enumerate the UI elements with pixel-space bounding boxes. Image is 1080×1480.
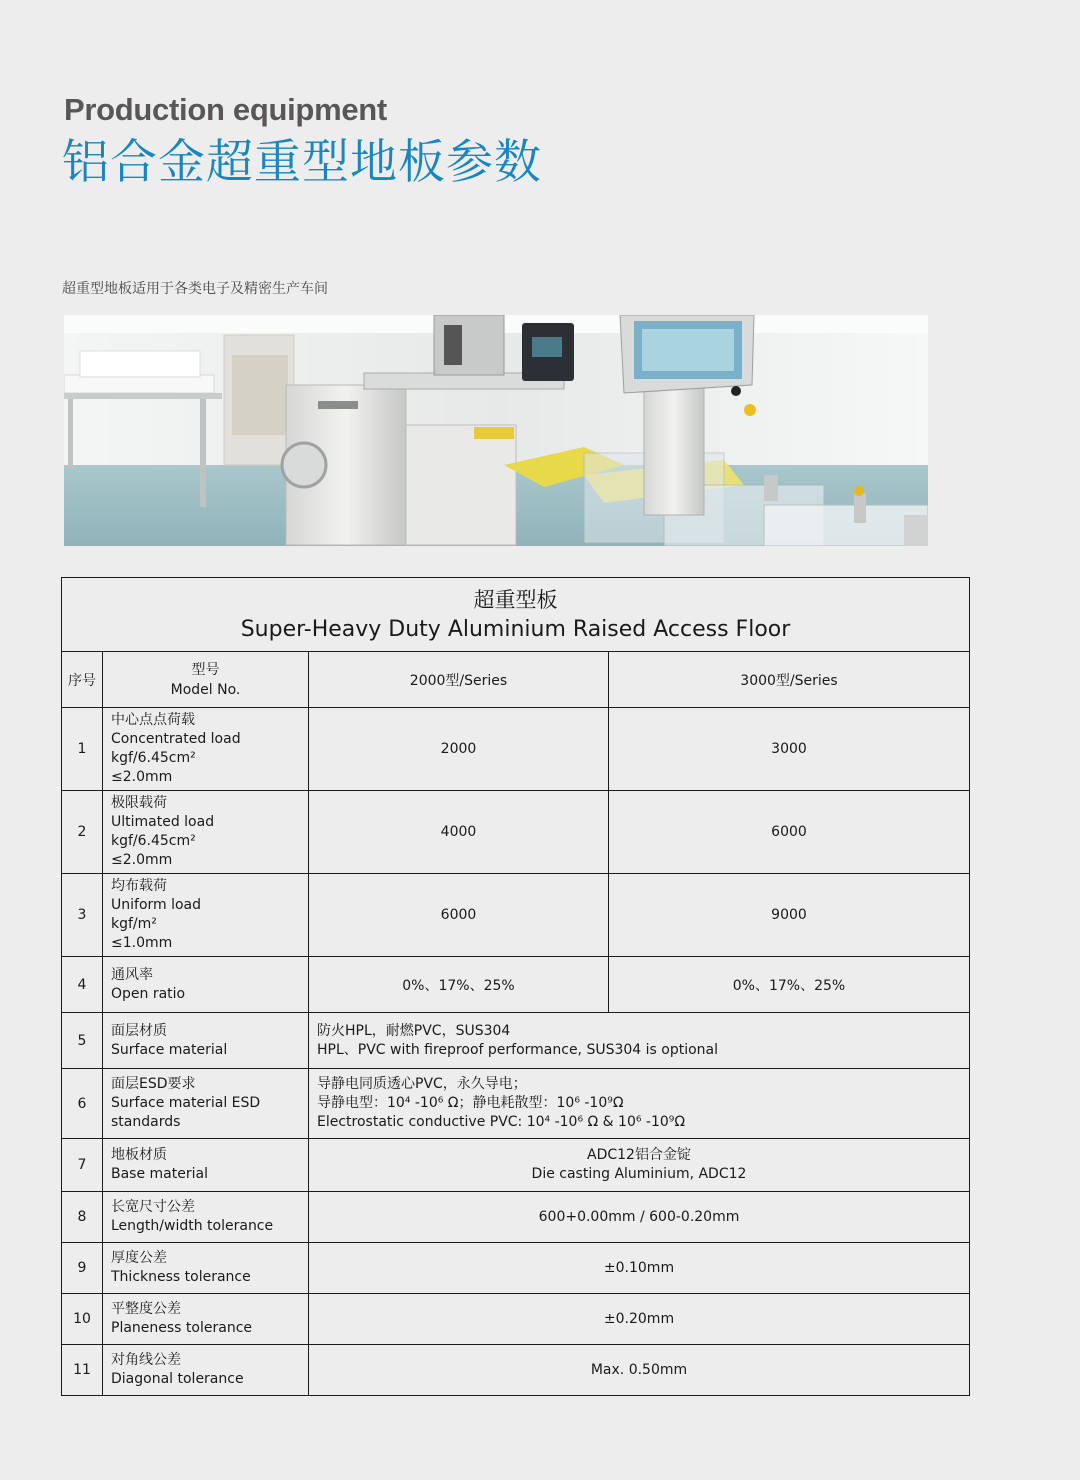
col-header-model-en: Model No. bbox=[170, 681, 241, 698]
row-name bbox=[103, 1013, 309, 1069]
row-name bbox=[103, 1243, 309, 1294]
row-name-cn: 中心点点荷载 bbox=[111, 712, 195, 728]
row-name bbox=[103, 1069, 309, 1139]
row-value-2000: 4000 bbox=[309, 791, 609, 874]
row-no: 3 bbox=[62, 874, 103, 957]
row-name-cond: ≤1.0mm bbox=[111, 935, 173, 951]
row-name-en: Length/width tolerance bbox=[111, 1218, 274, 1234]
row-no: 8 bbox=[62, 1192, 103, 1243]
row-name bbox=[103, 791, 309, 874]
table-row bbox=[62, 1192, 970, 1243]
row-no: 5 bbox=[62, 1013, 103, 1069]
row-name bbox=[103, 1192, 309, 1243]
row-value-text: ±0.10mm bbox=[309, 1243, 970, 1294]
row-value-text: Max. 0.50mm bbox=[309, 1345, 970, 1396]
col-header-2000: 2000型/Series bbox=[309, 652, 609, 708]
row-text-line: ADC12铝合金锭 bbox=[587, 1147, 691, 1163]
row-text-line: 导静电同质透心PVC，永久导电； bbox=[317, 1076, 527, 1092]
row-name-en: Diagonal tolerance bbox=[111, 1371, 244, 1387]
row-value-2000: 2000 bbox=[309, 708, 609, 791]
row-value-text bbox=[309, 1013, 970, 1069]
row-value-3000: 3000 bbox=[609, 708, 970, 791]
table-row bbox=[62, 1294, 970, 1345]
row-no: 7 bbox=[62, 1139, 103, 1192]
row-name bbox=[103, 708, 309, 791]
row-name-en: Concentrated load bbox=[111, 731, 241, 747]
row-text-line: 导静电型：10⁴ -10⁶ Ω；静电耗散型：10⁶ -10⁹Ω bbox=[317, 1095, 624, 1111]
row-value-text: 600+0.00mm / 600-0.20mm bbox=[309, 1192, 970, 1243]
table-row bbox=[62, 1139, 970, 1192]
table-title bbox=[62, 578, 970, 652]
row-no: 6 bbox=[62, 1069, 103, 1139]
table-row bbox=[62, 957, 970, 1013]
row-value-3000: 9000 bbox=[609, 874, 970, 957]
row-text-line: HPL、PVC with fireproof performance, SUS304 is optional bbox=[317, 1041, 719, 1058]
row-name-cn: 平整度公差 bbox=[111, 1301, 181, 1317]
row-name-cn: 面层材质 bbox=[111, 1022, 167, 1039]
table-row bbox=[62, 1069, 970, 1139]
row-no: 9 bbox=[62, 1243, 103, 1294]
col-header-model-cn: 型号 bbox=[191, 661, 220, 678]
row-name-en: Thickness tolerance bbox=[111, 1269, 251, 1285]
table-row bbox=[62, 1345, 970, 1396]
table-title-en: Super-Heavy Duty Aluminium Raised Access Floor bbox=[240, 616, 791, 642]
row-value-text: ±0.20mm bbox=[309, 1294, 970, 1345]
row-no: 4 bbox=[62, 957, 103, 1013]
table-row bbox=[62, 1013, 970, 1069]
page-title-en: Production equipment bbox=[64, 92, 387, 127]
row-text-line: Die casting Aluminium, ADC12 bbox=[531, 1166, 747, 1182]
row-name-unit: kgf/m² bbox=[111, 916, 157, 932]
row-value-text bbox=[309, 1069, 970, 1139]
row-name bbox=[103, 957, 309, 1013]
table-row bbox=[62, 1243, 970, 1294]
row-text-line: 防火HPL，耐燃PVC，SUS304 bbox=[317, 1022, 511, 1039]
row-name-unit: kgf/6.45cm² bbox=[111, 833, 196, 849]
table-row bbox=[62, 708, 970, 791]
row-name-en: Base material bbox=[111, 1166, 208, 1182]
row-name-cn: 极限载荷 bbox=[111, 795, 167, 811]
col-header-3000: 3000型/Series bbox=[609, 652, 970, 708]
intro-text: 超重型地板适用于各类电子及精密生产车间 bbox=[62, 281, 328, 297]
row-name-en: Surface material bbox=[111, 1041, 228, 1058]
row-name-cn: 均布载荷 bbox=[111, 878, 167, 894]
row-name-cn: 通风率 bbox=[111, 966, 153, 983]
row-name-en: Uniform load bbox=[111, 897, 202, 913]
table-row bbox=[62, 874, 970, 957]
page-title-cn: 铝合金超重型地板参数 bbox=[62, 135, 542, 190]
row-name-en: Planeness tolerance bbox=[111, 1320, 252, 1336]
row-name-cn: 长宽尺寸公差 bbox=[111, 1199, 195, 1215]
table-row bbox=[62, 791, 970, 874]
row-no: 10 bbox=[62, 1294, 103, 1345]
table-title-cn: 超重型板 bbox=[473, 587, 558, 612]
row-name-en: Ultimated load bbox=[111, 814, 215, 830]
row-name bbox=[103, 1345, 309, 1396]
row-value-3000: 6000 bbox=[609, 791, 970, 874]
row-name-unit: kgf/6.45cm² bbox=[111, 750, 196, 766]
row-text-line: Electrostatic conductive PVC: 10⁴ -10⁶ Ω & 10⁶ -10⁹Ω bbox=[317, 1114, 686, 1130]
col-header-model bbox=[103, 652, 309, 708]
row-value-text bbox=[309, 1139, 970, 1192]
row-no: 11 bbox=[62, 1345, 103, 1396]
factory-production-line-photo bbox=[64, 315, 928, 546]
row-name-cn: 厚度公差 bbox=[111, 1250, 167, 1266]
spec-table bbox=[61, 577, 970, 1396]
row-name-cond: ≤2.0mm bbox=[111, 769, 173, 785]
row-value-3000: 0%、17%、25% bbox=[609, 957, 970, 1013]
row-name-en-2: standards bbox=[111, 1114, 181, 1130]
row-no: 1 bbox=[62, 708, 103, 791]
row-no: 2 bbox=[62, 791, 103, 874]
row-name-en: Surface material ESD bbox=[111, 1095, 261, 1111]
row-name-en: Open ratio bbox=[111, 985, 186, 1002]
row-name-cn: 面层ESD要求 bbox=[111, 1076, 196, 1092]
col-header-no: 序号 bbox=[62, 652, 103, 708]
row-name bbox=[103, 1294, 309, 1345]
row-name bbox=[103, 1139, 309, 1192]
row-value-2000: 0%、17%、25% bbox=[309, 957, 609, 1013]
row-name bbox=[103, 874, 309, 957]
row-value-2000: 6000 bbox=[309, 874, 609, 957]
row-name-cn: 对角线公差 bbox=[111, 1352, 181, 1368]
row-name-cond: ≤2.0mm bbox=[111, 852, 173, 868]
row-name-cn: 地板材质 bbox=[111, 1147, 167, 1163]
